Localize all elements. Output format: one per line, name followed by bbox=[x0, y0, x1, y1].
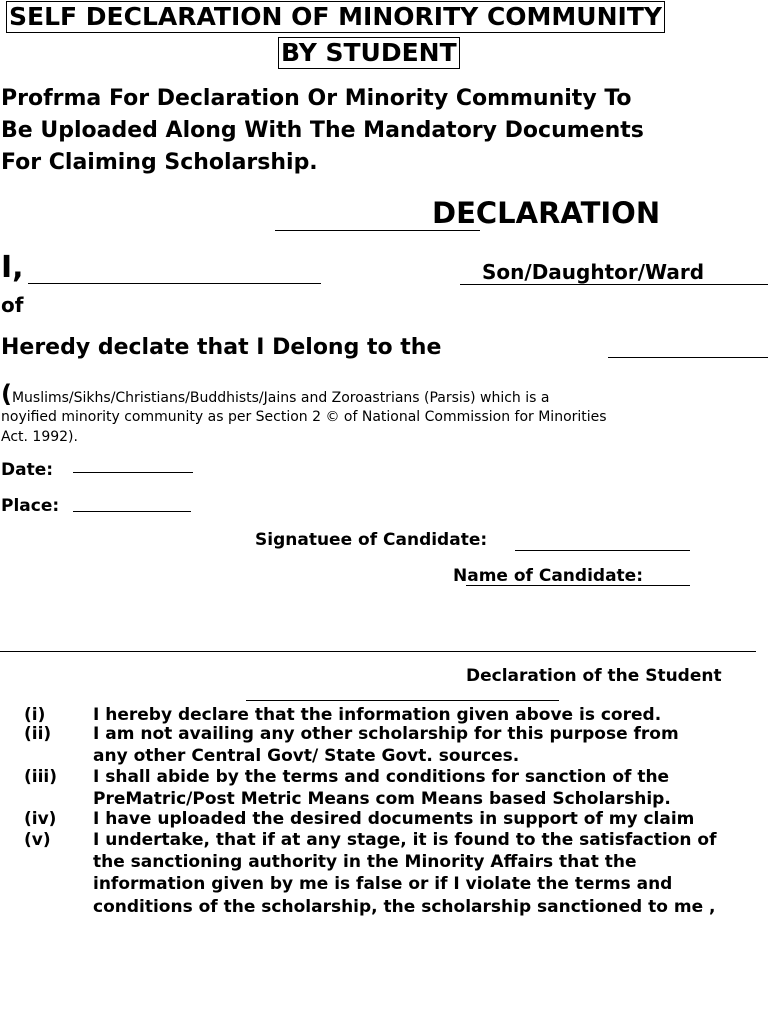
item-ii-line-1: I am not availing any other scholarship for this purpose from bbox=[93, 724, 679, 744]
intro-line-3: For Claiming Scholarship. bbox=[1, 150, 318, 175]
of-label: of bbox=[1, 293, 24, 317]
intro-line-1: Profrma For Declaration Or Minority Community To bbox=[1, 86, 632, 111]
signature-field-line[interactable] bbox=[515, 550, 690, 551]
community-text-1: Muslims/Sikhs/Christians/Buddhists/Jains and Zoroastrians (Parsis) which is a bbox=[11, 390, 550, 406]
community-line-3: Act. 1992). bbox=[1, 429, 78, 445]
item-iv-line-1: I have uploaded the desired documents in support of my claim bbox=[93, 809, 695, 829]
community-blank-line bbox=[608, 357, 768, 358]
place-label: Place: bbox=[1, 496, 60, 516]
item-v-line-1: I undertake, that if at any stage, it is found to the satisfaction of bbox=[93, 830, 717, 850]
item-v-line-2: the sanctioning authority in the Minority Affairs that the bbox=[93, 852, 637, 872]
student-declaration-underline bbox=[246, 700, 559, 701]
declaration-underline bbox=[275, 230, 480, 231]
item-number-iii: (iii) bbox=[24, 767, 58, 787]
item-i-line-1: I hereby declare that the information given above is cored. bbox=[93, 705, 662, 725]
item-iii-line-1: I shall abide by the terms and conditions for sanction of the bbox=[93, 767, 670, 787]
item-v-line-3: information given by me is false or if I violate the terms and bbox=[93, 874, 673, 894]
heredy-line: Heredy declate that I Delong to the bbox=[1, 335, 442, 360]
item-number-v: (v) bbox=[24, 830, 51, 850]
student-declaration-heading: Declaration of the Student bbox=[466, 666, 722, 686]
date-label: Date: bbox=[1, 460, 54, 480]
name-field-line[interactable] bbox=[466, 585, 690, 586]
date-field-line[interactable] bbox=[73, 472, 193, 473]
community-line-1 bbox=[1, 380, 549, 408]
item-number-ii: (ii) bbox=[24, 724, 52, 744]
name-label: Name of Candidate: bbox=[453, 566, 643, 586]
parent-blank-line bbox=[460, 284, 768, 285]
relation-label: Son/Daughtor/Ward bbox=[482, 260, 705, 284]
name-blank-line bbox=[28, 283, 321, 284]
i-label: I, bbox=[1, 250, 24, 285]
open-paren: ( bbox=[1, 380, 12, 408]
signature-label: Signatuee of Candidate: bbox=[255, 530, 488, 550]
section-divider bbox=[0, 651, 756, 652]
item-ii-line-2: any other Central Govt/ State Govt. sources. bbox=[93, 746, 520, 766]
item-iii-line-2: PreMatric/Post Metric Means com Means based Scholarship. bbox=[93, 789, 671, 809]
community-line-2: noyified minority community as per Section 2 © of National Commission for Minorities bbox=[1, 409, 607, 425]
intro-line-2: Be Uploaded Along With The Mandatory Documents bbox=[1, 118, 644, 143]
item-number-iv: (iv) bbox=[24, 809, 57, 829]
title-line-2: BY STUDENT bbox=[278, 37, 460, 69]
item-number-i: (i) bbox=[24, 705, 46, 725]
title-line-1: SELF DECLARATION OF MINORITY COMMUNITY bbox=[6, 1, 665, 33]
item-v-line-4: conditions of the scholarship, the scholarship sanctioned to me , bbox=[93, 897, 716, 917]
place-field-line[interactable] bbox=[73, 511, 191, 512]
declaration-heading: DECLARATION bbox=[432, 196, 661, 230]
